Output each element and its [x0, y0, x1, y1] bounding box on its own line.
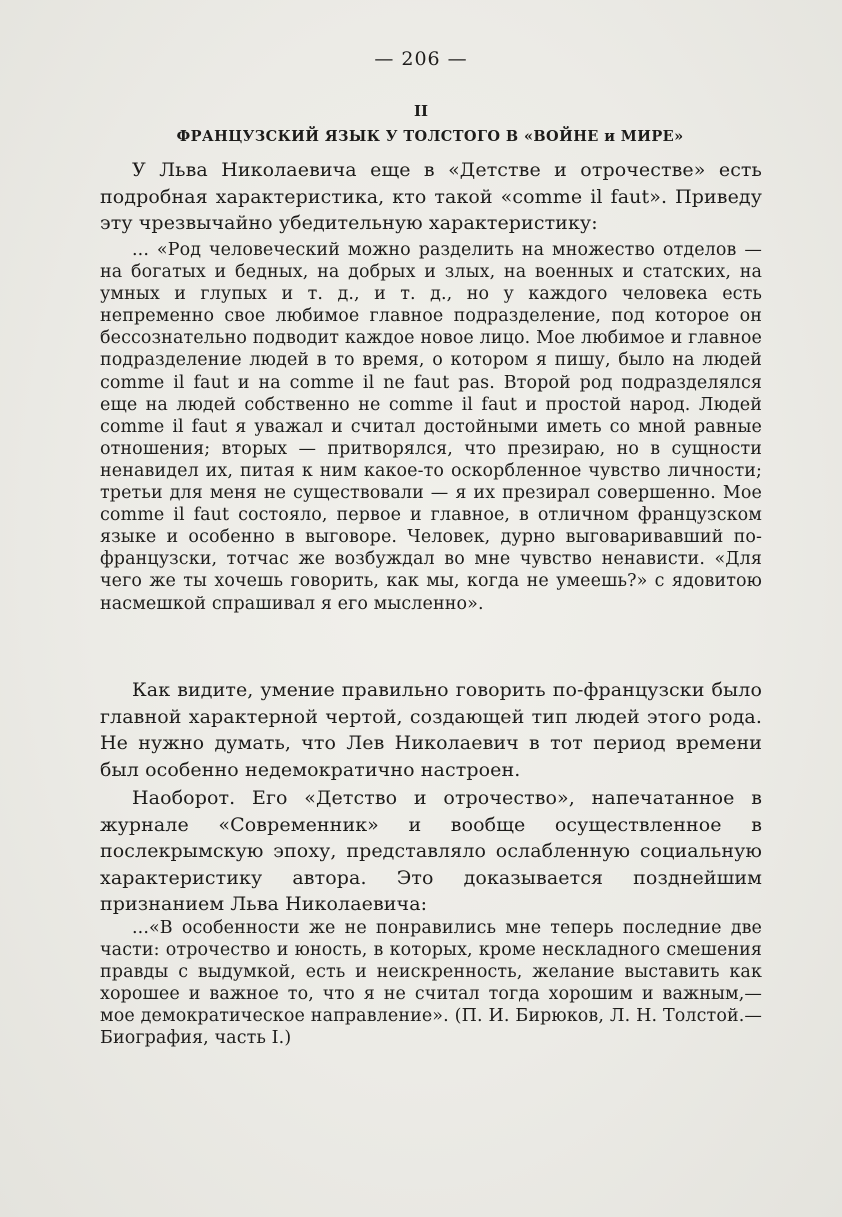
quote-confession: ...«В особенности же не понравились мне теперь последние две части: отрочество и юность, в которых, кроме нескладного смешения правды с выдумкой, есть и неискренность, желание выставить как хорошее и важное то, что я не считал тогда хорошим и важным,— мое демократическое направление». (П. И. Бирюков, Л. Н. Толстой.— Биография, часть I.): [100, 918, 762, 1049]
page-number: — 206 —: [374, 48, 468, 70]
section-heading: ФРАНЦУЗСКИЙ ЯЗЫК У ТОЛСТОГО В «ВОЙНЕ и МИРЕ»: [176, 128, 684, 145]
section-number: II: [413, 102, 429, 120]
paragraph-commentary: Как видите, умение правильно говорить по-французски было главной характерной чертой, создающей тип людей этого рода. Не нужно думать, что Лев Николаевич в тот период времени был особенно недемократично настроен.: [100, 679, 762, 781]
paragraph-intro: У Льва Николаевича еще в «Детстве и отрочестве» есть подробная характеристика, кто такой «comme il faut». Приведу эту чрезвычайно убедительную характеристику:: [100, 159, 762, 234]
quote-childhood: ... «Род человеческий можно разделить на множество отделов — на богатых и бедных, на добрых и злых, на военных и статских, на умных и глупых и т. д., и т. д., но у каждого человека есть непременно свое любимое главное подразделение, под которое он бессознательно подводит каждое новое лицо. Мое любимое и главное подразделение людей в то время, о котором я пишу, было на людей comme il faut и на comme il ne faut pas. Второй род подразделялся еще на людей собственно не comme il faut и простой народ. Людей comme il faut я уважал и считал достойными иметь со мной равные отношения; вторых — притворялся, что презираю, но в сущности ненавидел их, питая к ним какое-то оскорбленное чувство личности; третьи для меня не существовали — я их презирал совершенно. Мое comme il faut состояло, первое и главное, в отличном французском языке и особенно в выговоре. Человек, дурно выговаривавший по-французски, тотчас же возбуждал во мне чувство ненависти. «Для чего же ты хочешь говорить, как мы, когда не умеешь?» с ядовитою насмешкой спрашивал я его мысленно».: [100, 240, 762, 614]
paragraph-contrary: Наоборот. Его «Детство и отрочество», напечатанное в журнале «Современник» и вообще осуществленное в послекрымскую эпоху, представляло ослабленную социальную характеристику автора. Это доказывается позднейшим признанием Льва Николаевича:: [100, 787, 762, 915]
